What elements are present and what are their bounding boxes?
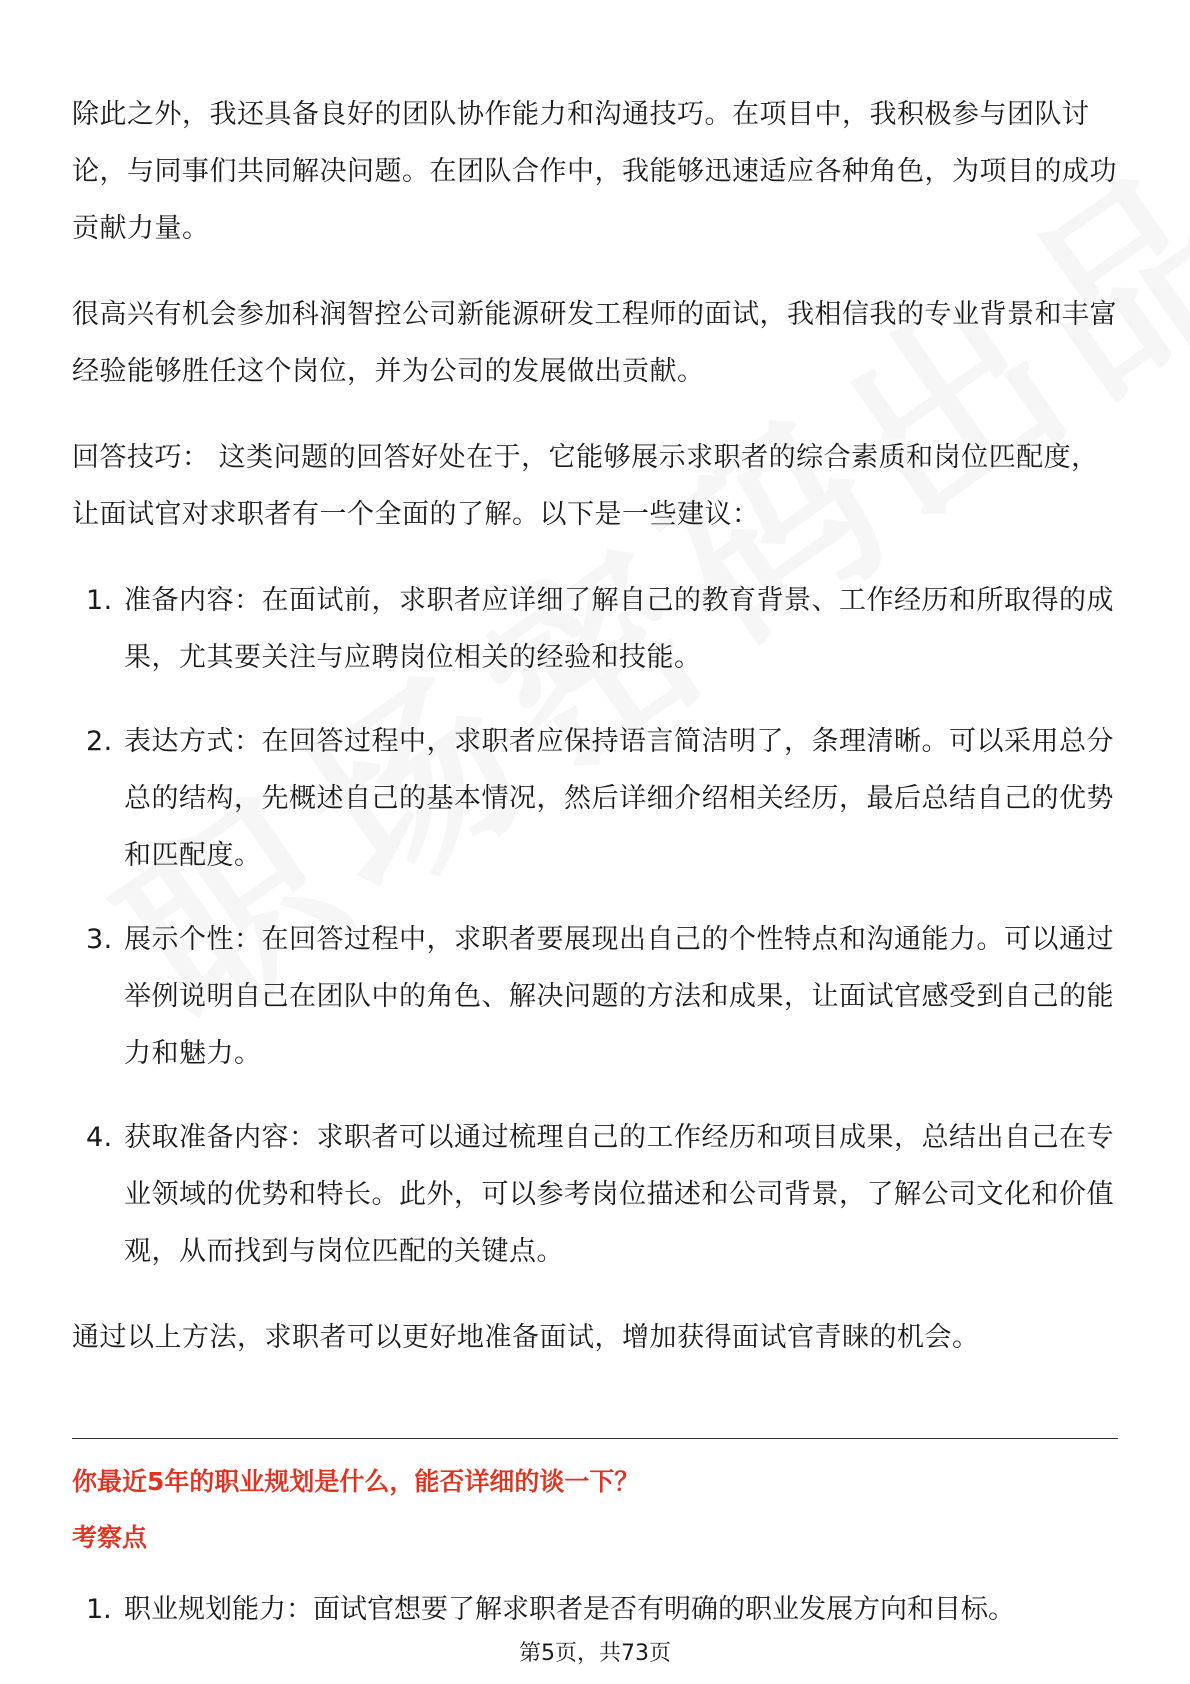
paragraph-conclusion: 通过以上方法，求职者可以更好地准备面试，增加获得面试官青睐的机会。 bbox=[72, 1322, 980, 1353]
question-subheading: 考察点 bbox=[72, 1523, 148, 1552]
page-footer: 第5页，共73页 bbox=[519, 1641, 671, 1666]
paragraph-answer-tips: 回答技巧： 这类问题的回答好处在于，它能够展示求职者的综合素质和岗位匹配度，让面试官对求职者有一个全面的了解。以下是一些建议： bbox=[72, 442, 1099, 530]
list-item-number: 2. bbox=[86, 726, 113, 757]
paragraph-teamwork: 除此之外，我还具备良好的团队协作能力和沟通技巧。在项目中，我积极参与团队讨论，与同事们共同解决问题。在团队合作中，我能够迅速适应各种角色，为项目的成功贡献力量。 bbox=[72, 99, 1117, 244]
list-item bbox=[72, 1109, 1118, 1280]
list-item bbox=[72, 572, 1118, 686]
list-item-text: 职业规划能力：面试官想要了解求职者是否有明确的职业发展方向和目标。 bbox=[124, 1594, 1015, 1625]
list-item bbox=[72, 911, 1118, 1082]
list-item bbox=[72, 1590, 1118, 1630]
tips-list bbox=[72, 572, 1118, 1280]
list-item-number: 4. bbox=[86, 1122, 113, 1153]
paragraph-closing-statement: 很高兴有机会参加科润智控公司新能源研发工程师的面试，我相信我的专业背景和丰富经验能够胜任这个岗位，并为公司的发展做出贡献。 bbox=[72, 299, 1117, 387]
list-item-number: 3. bbox=[86, 924, 113, 955]
list-item-number: 1. bbox=[86, 585, 113, 616]
list-item-text: 表达方式：在回答过程中，求职者应保持语言简洁明了，条理清晰。可以采用总分总的结构，先概述自己的基本情况，然后详细介绍相关经历，最后总结自己的优势和匹配度。 bbox=[124, 726, 1114, 871]
question-title: 你最近5年的职业规划是什么，能否详细的谈一下？ bbox=[72, 1467, 640, 1496]
list-item-text: 准备内容：在面试前，求职者应详细了解自己的教育背景、工作经历和所取得的成果，尤其要关注与应聘岗位相关的经验和技能。 bbox=[124, 585, 1114, 673]
main-content bbox=[72, 86, 1118, 1395]
list-item bbox=[72, 713, 1118, 884]
section-divider bbox=[72, 1438, 1118, 1439]
list-item-number: 1. bbox=[86, 1594, 112, 1625]
list-item-text: 展示个性：在回答过程中，求职者要展现出自己的个性特点和沟通能力。可以通过举例说明自己在团队中的角色、解决问题的方法和成果，让面试官感受到自己的能力和魅力。 bbox=[124, 924, 1114, 1069]
list-item-text: 获取准备内容：求职者可以通过梳理自己的工作经历和项目成果，总结出自己在专业领域的优势和特长。此外，可以参考岗位描述和公司背景，了解公司文化和价值观，从而找到与岗位匹配的关键点。 bbox=[124, 1122, 1114, 1267]
